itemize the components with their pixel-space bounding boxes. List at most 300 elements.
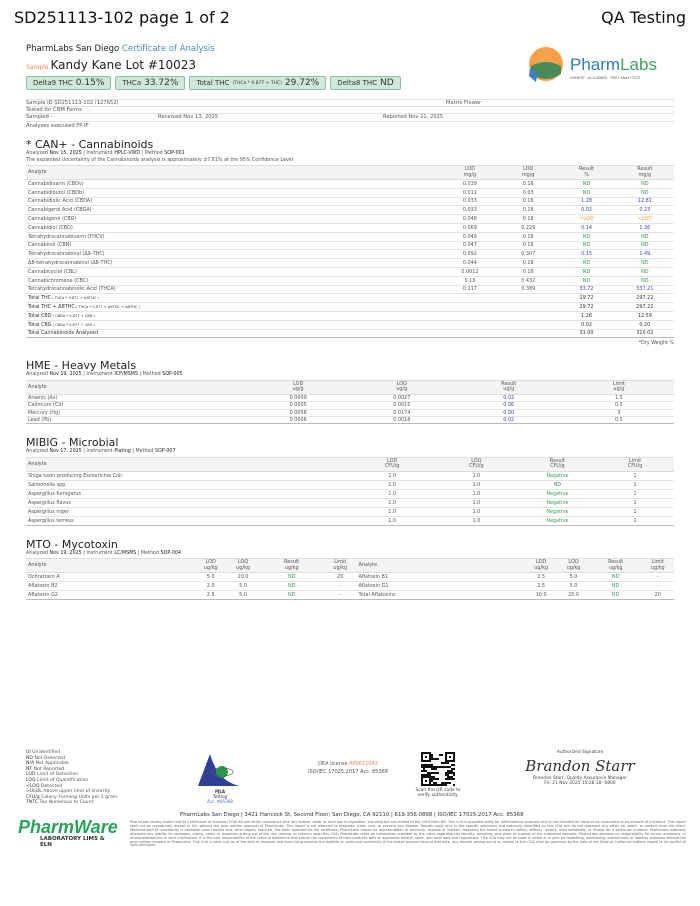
- table-cell: Salmonella spp.: [26, 480, 350, 489]
- mycotoxin-table: [26, 558, 674, 600]
- table-cell: Shiga toxin-producing Escherichia Coli: [26, 471, 350, 480]
- total-formula: ( THCa * 0.877 + Δ9THC + Δ8THC ): [74, 305, 140, 310]
- table-row: [26, 394, 674, 401]
- table-cell: Lead (Pb): [26, 417, 246, 424]
- lab-name: PharmLabs San Diego: [26, 44, 120, 54]
- table-cell: 0.15: [557, 250, 615, 259]
- header-row: [26, 166, 674, 180]
- table-cell: 0.0005: [246, 402, 350, 409]
- table-cell: ND: [557, 232, 615, 241]
- qr-code[interactable]: [410, 752, 466, 798]
- column-header: LOQ mg/g: [499, 166, 557, 180]
- label: Instrument: [86, 449, 113, 455]
- microbial-table: [26, 457, 674, 526]
- legend-item: LOQ Limit of Quantification: [26, 777, 89, 783]
- legend-abbr: ND: [26, 755, 33, 761]
- method: SOP-001: [164, 151, 185, 156]
- column-header: Analyte: [26, 380, 246, 394]
- label: Method: [135, 449, 154, 455]
- total-label: Total THC: [28, 295, 52, 302]
- table-cell: 1.0: [350, 507, 434, 516]
- badge-thca: [115, 76, 185, 90]
- cannabinoids-meta: Analyzed Nov 15, 2025 | Instrument HPLC-VWD | Method SOP-001: [26, 151, 185, 156]
- table-cell: 0.16: [499, 180, 557, 189]
- sample-info: [26, 99, 674, 129]
- table-cell: Aflatoxin B2: [26, 582, 194, 591]
- table-cell: 5.0: [194, 573, 226, 582]
- table-cell: 0.0012: [441, 267, 499, 276]
- table-cell: ND: [557, 267, 615, 276]
- table-cell: 310.02: [616, 329, 674, 338]
- signature-label: Authorized Signature: [556, 750, 604, 755]
- table-cell: 1.0: [350, 480, 434, 489]
- table-cell: 20.0: [227, 573, 259, 582]
- table-cell: -: [642, 582, 674, 591]
- label: Analyzed: [26, 449, 48, 455]
- table-cell: 1.36: [616, 223, 674, 232]
- table-cell: 0.0027: [350, 394, 454, 401]
- table-row: [26, 267, 674, 276]
- table-cell: ND: [557, 180, 615, 189]
- total-label: Total THC + Δ8THC: [28, 304, 75, 311]
- badge-value: 0.15%: [75, 78, 105, 88]
- table-cell: 0.5: [564, 417, 674, 424]
- table-row: [26, 180, 674, 189]
- total-formula: ( CBDa * 0.877 + CBD ): [51, 313, 96, 318]
- table-cell: 0.047: [441, 241, 499, 250]
- column-header: LOD ug/kg: [194, 559, 226, 573]
- table-cell: 5.0: [227, 591, 259, 600]
- column-header: Analyte: [26, 559, 194, 573]
- table-cell: ND: [616, 267, 674, 276]
- table-cell: Aflatoxin G2: [26, 591, 194, 600]
- mycotoxin-section: [26, 538, 674, 601]
- column-header: Result ug/kg: [590, 559, 642, 573]
- table-row: [26, 573, 674, 582]
- badge-delta9: [26, 76, 111, 90]
- table-cell: 0.03: [499, 188, 557, 197]
- table-cell: [441, 303, 499, 312]
- column-header: Result %: [557, 166, 615, 180]
- instrument: HPLC-VWD: [114, 151, 141, 156]
- table-cell: 0.02: [557, 206, 615, 215]
- table-cell: 1.0: [434, 498, 518, 507]
- table-cell: 0.0015: [350, 402, 454, 409]
- table-cell: ND: [616, 232, 674, 241]
- table-cell: ND: [616, 276, 674, 285]
- table-row: [26, 223, 674, 232]
- table-cell: ND: [557, 259, 615, 268]
- table-cell: 0.011: [441, 188, 499, 197]
- table-cell: 1.0: [350, 489, 434, 498]
- table-cell: Ochratoxin A: [26, 573, 194, 582]
- column-header: LOD ug/kg: [525, 559, 557, 573]
- table-cell: 3: [564, 409, 674, 416]
- label: Sample ID: [26, 99, 53, 106]
- table-cell: ND: [616, 259, 674, 268]
- column-header: LOQ ug/kg: [557, 559, 589, 573]
- table-cell: [499, 303, 557, 312]
- summary-badges: [26, 76, 401, 90]
- table-cell: ND: [557, 276, 615, 285]
- label: Tested for: [26, 106, 52, 113]
- table-cell: Negative: [518, 516, 596, 525]
- microbial-title: MIBIG - Microbial: [26, 436, 119, 450]
- cannabinoids-table: [26, 165, 674, 338]
- table-cell: Cannabidiol (CBD): [26, 223, 441, 232]
- coa-label: Certificate of Analysis: [121, 44, 215, 54]
- table-cell: Mercury (Hg): [26, 409, 246, 416]
- instrument: Plating: [114, 449, 131, 455]
- header-row: [26, 380, 674, 394]
- table-cell: Aspergillus flavus: [26, 498, 350, 507]
- table-cell: 5.0: [227, 582, 259, 591]
- table-cell: 31.00: [557, 329, 615, 338]
- analyzed-date: Nov 19, 2025: [49, 372, 82, 378]
- signed-date: Fri, 21 Nov 2025 15:28:18 -0800: [544, 781, 616, 786]
- table-cell: 29.72: [557, 294, 615, 303]
- table-cell: 0.033: [441, 206, 499, 215]
- table-cell: 20: [642, 591, 674, 600]
- table-cell: 0.389: [499, 285, 557, 294]
- table-cell: Aflatoxin B1: [356, 573, 524, 582]
- column-header: Result ug/g: [454, 380, 564, 394]
- table-cell: 1.49: [616, 250, 674, 259]
- label: Instrument: [86, 151, 113, 156]
- svg-text:HONEST · ACCURATE · FAST ANALY: HONEST · ACCURATE · FAST ANALYTICS: [570, 76, 641, 80]
- metals-table: [26, 380, 674, 425]
- table-cell: 1.26: [557, 311, 615, 320]
- table-cell: 1: [596, 471, 674, 480]
- column-header: LOQ ug/g: [350, 380, 454, 394]
- pharmlabs-logo-icon: [526, 42, 686, 84]
- table-row: [26, 498, 674, 507]
- total-formula: ( CBGa * 0.877 + CBG ): [51, 322, 95, 327]
- table-cell: <LOQ: [616, 215, 674, 224]
- dry-weight-note: *Dry Weight %: [638, 341, 674, 347]
- legend-item: TNTC Too Numerous to Count: [26, 800, 94, 806]
- table-cell: Cannabidibutol (CBDb): [26, 188, 441, 197]
- table-cell: 337.21: [616, 285, 674, 294]
- table-cell: Aspergillus niger: [26, 507, 350, 516]
- table-cell: 0.23: [616, 206, 674, 215]
- matrix: Flower: [464, 99, 482, 106]
- table-cell: 0.048: [441, 215, 499, 224]
- table-cell: ND: [557, 241, 615, 250]
- table-cell: ND: [557, 188, 615, 197]
- table-cell: 0.0018: [350, 417, 454, 424]
- table-cell: 2.5: [194, 582, 226, 591]
- table-cell: ND: [590, 591, 642, 600]
- table-cell: 0.16: [499, 215, 557, 224]
- table-cell: 1.0: [350, 471, 434, 480]
- table-cell: Aflatoxin G1: [356, 582, 524, 591]
- table-cell: 0.5: [564, 402, 674, 409]
- table-cell: 1: [596, 480, 674, 489]
- table-cell: -: [642, 573, 674, 582]
- column-header: Result ug/kg: [259, 559, 324, 573]
- table-cell: ND: [259, 573, 324, 582]
- table-cell: [26, 303, 441, 312]
- legend-item: ND Not Detected: [26, 755, 66, 761]
- metals-section: [26, 359, 674, 424]
- legend-abbr: NT: [26, 766, 33, 772]
- table-cell: Negative: [518, 489, 596, 498]
- table-cell: Negative: [518, 507, 596, 516]
- header-row: [26, 559, 674, 573]
- table-cell: 12.59: [616, 311, 674, 320]
- legend-item: NT Not Reported: [26, 766, 65, 772]
- table-cell: Cannabichromene (CBC): [26, 276, 441, 285]
- method: SOP-004: [160, 550, 182, 556]
- column-header: Analyte: [26, 166, 441, 180]
- table-row: [26, 402, 674, 409]
- table-row: [26, 409, 674, 416]
- table-cell: 0.16: [499, 267, 557, 276]
- column-header: Limit CFU/g: [596, 457, 674, 471]
- table-cell: 1.5: [564, 394, 674, 401]
- table-cell: [26, 311, 441, 320]
- badge-label: Delta9 THC: [33, 79, 73, 87]
- table-row: [26, 259, 674, 268]
- table-row: [26, 489, 674, 498]
- table-cell: 1: [596, 489, 674, 498]
- table-cell: 0.16: [499, 206, 557, 215]
- table-cell: 1.28: [557, 197, 615, 206]
- label: Analyzed: [26, 151, 48, 156]
- table-cell: 0.044: [441, 259, 499, 268]
- table-cell: [441, 329, 499, 338]
- table-cell: <LOQ: [557, 215, 615, 224]
- cannabinoids-section: [26, 138, 674, 347]
- table-cell: 1.0: [350, 498, 434, 507]
- table-row: [26, 516, 674, 525]
- legend-item: LOD Limit of Detection: [26, 772, 79, 778]
- badge-delta8: [330, 76, 400, 90]
- label: Sampled: [26, 114, 49, 121]
- results-content: [26, 138, 674, 612]
- table-cell: 0.14: [557, 223, 615, 232]
- label: Analyses executed: [26, 122, 75, 129]
- table-cell: 1.0: [350, 516, 434, 525]
- table-cell: Tetrahydrocannabinolic Acid (THCA): [26, 285, 441, 294]
- table-cell: 1: [596, 516, 674, 525]
- table-cell: Arsenic (As): [26, 394, 246, 401]
- label: Matrix: [446, 99, 463, 106]
- table-cell: Tetrahydrocannabinol (Δ9-THC): [26, 250, 441, 259]
- table-cell: [26, 329, 441, 338]
- table-cell: Negative: [518, 471, 596, 480]
- legend-abbr: TNTC: [26, 800, 38, 806]
- legend-abbr: UI: [26, 750, 31, 755]
- table-cell: 0.16: [499, 241, 557, 250]
- total-formula: ( THCa * 0.877 + Δ9THC ): [51, 296, 99, 301]
- test-type: QA Testing: [601, 8, 686, 27]
- table-cell: 0.117: [441, 285, 499, 294]
- sample-name: Kandy Kane Lot #10023: [50, 58, 197, 72]
- legend-item: UI Unidentified: [26, 750, 61, 755]
- mycotoxin-meta: Analyzed Nov 19, 2025 | Instrument LC/MSMS | Method SOP-004: [26, 550, 182, 556]
- table-cell: ND: [259, 591, 324, 600]
- pjla-name: PJLA: [214, 789, 226, 794]
- table-cell: Cannabinol (CBN): [26, 241, 441, 250]
- table-cell: 0.307: [499, 250, 557, 259]
- qr-code-icon[interactable]: [418, 752, 458, 786]
- mycotoxin-title: MTO - Mycotoxin: [26, 537, 118, 551]
- lab-line: [26, 44, 215, 54]
- column-header: Analyte: [26, 457, 350, 471]
- table-cell: 5.0: [557, 582, 589, 591]
- column-header: LOD ug/g: [246, 380, 350, 394]
- table-cell: 0.432: [499, 276, 557, 285]
- table-cell: [26, 294, 441, 303]
- table-cell: [441, 311, 499, 320]
- table-cell: Total Aflatoxins: [356, 591, 524, 600]
- total-row: [26, 294, 674, 303]
- total-row: [26, 311, 674, 320]
- table-cell: [499, 320, 557, 329]
- table-cell: Tetrahydrocannabivarin (THCV): [26, 232, 441, 241]
- table-cell: ND: [616, 241, 674, 250]
- label: Method: [141, 550, 160, 556]
- table-cell: -: [324, 582, 356, 591]
- table-cell: 2.5: [194, 591, 226, 600]
- label: Instrument: [86, 372, 113, 378]
- legend-abbr: >ULOL: [26, 789, 42, 795]
- uncertainty-note: The expanded Uncertainty of the Cannabinoids analysis is approximately ±7.81% at the 95% Confidence Level: [26, 157, 294, 163]
- column-header: Limit ug/kg: [642, 559, 674, 573]
- label: Method: [142, 372, 161, 378]
- total-row: [26, 320, 674, 329]
- table-cell: 29.72: [557, 303, 615, 312]
- metals-meta: Analyzed Nov 19, 2025 | Instrument ICP/MSMS | Method SOP-005: [26, 372, 183, 378]
- total-label: Total Cannabinoids Analyzed: [28, 330, 99, 337]
- table-cell: Cannabigerol Acid (CBGA): [26, 206, 441, 215]
- table-cell: 0.16: [499, 232, 557, 241]
- label: Received: [158, 114, 182, 121]
- table-cell: 1: [596, 507, 674, 516]
- signature-block: [500, 750, 660, 787]
- column-header: LOD CFU/g: [350, 457, 434, 471]
- table-cell: 0.13: [441, 276, 499, 285]
- pharmware-logo: [18, 818, 118, 848]
- svg-text:PharmLabs: PharmLabs: [570, 55, 657, 74]
- qr-caption: Scan the QR code to verify authenticity.: [415, 788, 461, 798]
- sampled: -: [50, 114, 53, 121]
- microbial-meta: Analyzed Nov 17, 2025 | Instrument Plating | Method SOP-007: [26, 449, 176, 455]
- table-cell: Cannabidiolic Acid (CBDA): [26, 197, 441, 206]
- table-row: [26, 197, 674, 206]
- label: Analyzed: [26, 372, 48, 378]
- badge-label: Delta8 THC: [337, 79, 378, 87]
- label: Analyzed: [26, 550, 48, 556]
- dea-license: [298, 760, 398, 776]
- disclaimer: PharmLabs hereby states that its Certificates of Analysis (COA) do not certify compliance with any federal, state, or local law or regulation, including but not limited to the 2018 Farm Bill. This COA is provided solely for informational purposes and is not intended for reliance by consumers or purchasers of a product. This report shall not be reproduced, except in full, without the prior written approval of PharmLabs. This report is not intended to diagnose, treat, cure, or prevent any disease. Results apply only to the specific sample(s) and batch(es) identified on this COA and do not represent any other lot, batch, or product from the client. Measurement of uncertainty is available upon request and, when legally required, has been reported on the certificate. PharmLabs makes no representation or warranty, express or implied, regarding the tested product's safety, efficacy, quality, merchantability, or fitness for a particular purpose. PharmLabs expressly disclaims any liability for damages, claims, costs, or expenses arising out of the use, misuse, or reliance upon this COA. PharmLabs relies on information provided by the client regarding the identity, sampling, and chain of custody of the submitted samples. PharmLabs assumes no responsibility for errors, omissions, or misrepresentations in such information. It is the sole responsibility of the client to determine and ensure the compliance of their products with all applicable federal, state, and local laws and regulations. This COA may not be used in whole or in part for marketing, advertising, promotional, or labeling purposes without the prior written consent of PharmLabs. This COA is valid only as of the date of issuance and does not guarantee the stability or continued conformity of the tested product beyond that date. Any dispute arising out of or related to this COA shall be governed by the laws of the State of California, without regard to its conflict of laws principles.: [130, 820, 686, 848]
- label: DEA license: [318, 761, 348, 767]
- table-cell: 0.00: [454, 409, 564, 416]
- table-cell: 0.092: [441, 250, 499, 259]
- table-cell: 297.22: [616, 303, 674, 312]
- table-cell: 0.16: [499, 197, 557, 206]
- label: Method: [144, 151, 163, 156]
- table-row: [26, 215, 674, 224]
- table-cell: 10.0: [525, 591, 557, 600]
- badge-total-thc: [189, 76, 326, 90]
- received: Nov 13, 2025: [183, 114, 219, 121]
- table-cell: 20: [324, 573, 356, 582]
- method: SOP-005: [162, 372, 183, 378]
- table-row: [26, 232, 674, 241]
- table-cell: 0.229: [499, 223, 557, 232]
- analyzed-date: Nov 15, 2025: [49, 151, 82, 156]
- analyses: FP-IF: [76, 122, 89, 129]
- signer-title: Brandon Starr, Quality Assurance Manager: [533, 775, 627, 781]
- abbreviation-legend: [26, 750, 117, 806]
- label: Instrument: [86, 550, 113, 556]
- pharmlabs-logo: [526, 42, 686, 84]
- pjla-acc: Acc. #85368: [207, 799, 233, 804]
- table-cell: 0.02: [557, 320, 615, 329]
- table-cell: 1.0: [434, 471, 518, 480]
- table-cell: 0.0006: [246, 417, 350, 424]
- page-title: SD251113-102 page 1 of 2: [14, 8, 230, 27]
- table-cell: 0.0058: [246, 409, 350, 416]
- microbial-section: [26, 436, 674, 526]
- instrument: ICP/MSMS: [114, 372, 138, 378]
- lab-address: PharmLabs San Diego | 3421 Hancock St, Second Floor, San Diego, CA 92110 | 619.356.0898 | ISO/IEC 17025:2017 Acc. 85368: [180, 812, 524, 818]
- pjla-logo-icon: [196, 752, 244, 788]
- table-cell: ND: [590, 582, 642, 591]
- table-cell: 0.039: [441, 180, 499, 189]
- column-header: Result mg/g: [616, 166, 674, 180]
- table-cell: Δ8-tetrahydrocannabinol (Δ8-THC): [26, 259, 441, 268]
- table-cell: 1: [596, 498, 674, 507]
- legend-abbr: LOQ: [26, 777, 36, 783]
- table-cell: 0.02: [454, 394, 564, 401]
- table-row: [26, 591, 674, 600]
- reported: Nov 21, 2025: [408, 114, 444, 121]
- table-row: [26, 188, 674, 197]
- sample-label: Sample: [26, 64, 49, 71]
- table-row: [26, 276, 674, 285]
- column-header: Result CFU/g: [518, 457, 596, 471]
- legend-item: >ULOL Above upper limit of linearity: [26, 789, 111, 795]
- table-cell: [441, 320, 499, 329]
- table-row: [26, 507, 674, 516]
- total-row: [26, 329, 674, 338]
- legend-item: <LOQ Detected: [26, 783, 63, 789]
- table-cell: [499, 311, 557, 320]
- legend-abbr: N/A: [26, 761, 35, 767]
- table-cell: 1.0: [434, 516, 518, 525]
- table-cell: ND: [518, 480, 596, 489]
- table-cell: 20.0: [557, 591, 589, 600]
- table-row: [26, 480, 674, 489]
- pharmware-sub: LABORATORY LIMS & ELN: [40, 836, 105, 848]
- instrument: LC/MSMS: [114, 550, 137, 556]
- table-cell: ND: [616, 180, 674, 189]
- badge-value: ND: [380, 78, 394, 88]
- table-cell: 0.20: [616, 320, 674, 329]
- pharmware-name: PharmWare: [18, 817, 118, 837]
- table-cell: Aspergillus fumigatus: [26, 489, 350, 498]
- badge-value: 29.72%: [284, 78, 320, 88]
- table-cell: 0.069: [441, 223, 499, 232]
- table-cell: Cannabidivarin (CBDv): [26, 180, 441, 189]
- table-row: [26, 471, 674, 480]
- table-cell: Cannabigerol (CBG): [26, 215, 441, 224]
- table-cell: Negative: [518, 498, 596, 507]
